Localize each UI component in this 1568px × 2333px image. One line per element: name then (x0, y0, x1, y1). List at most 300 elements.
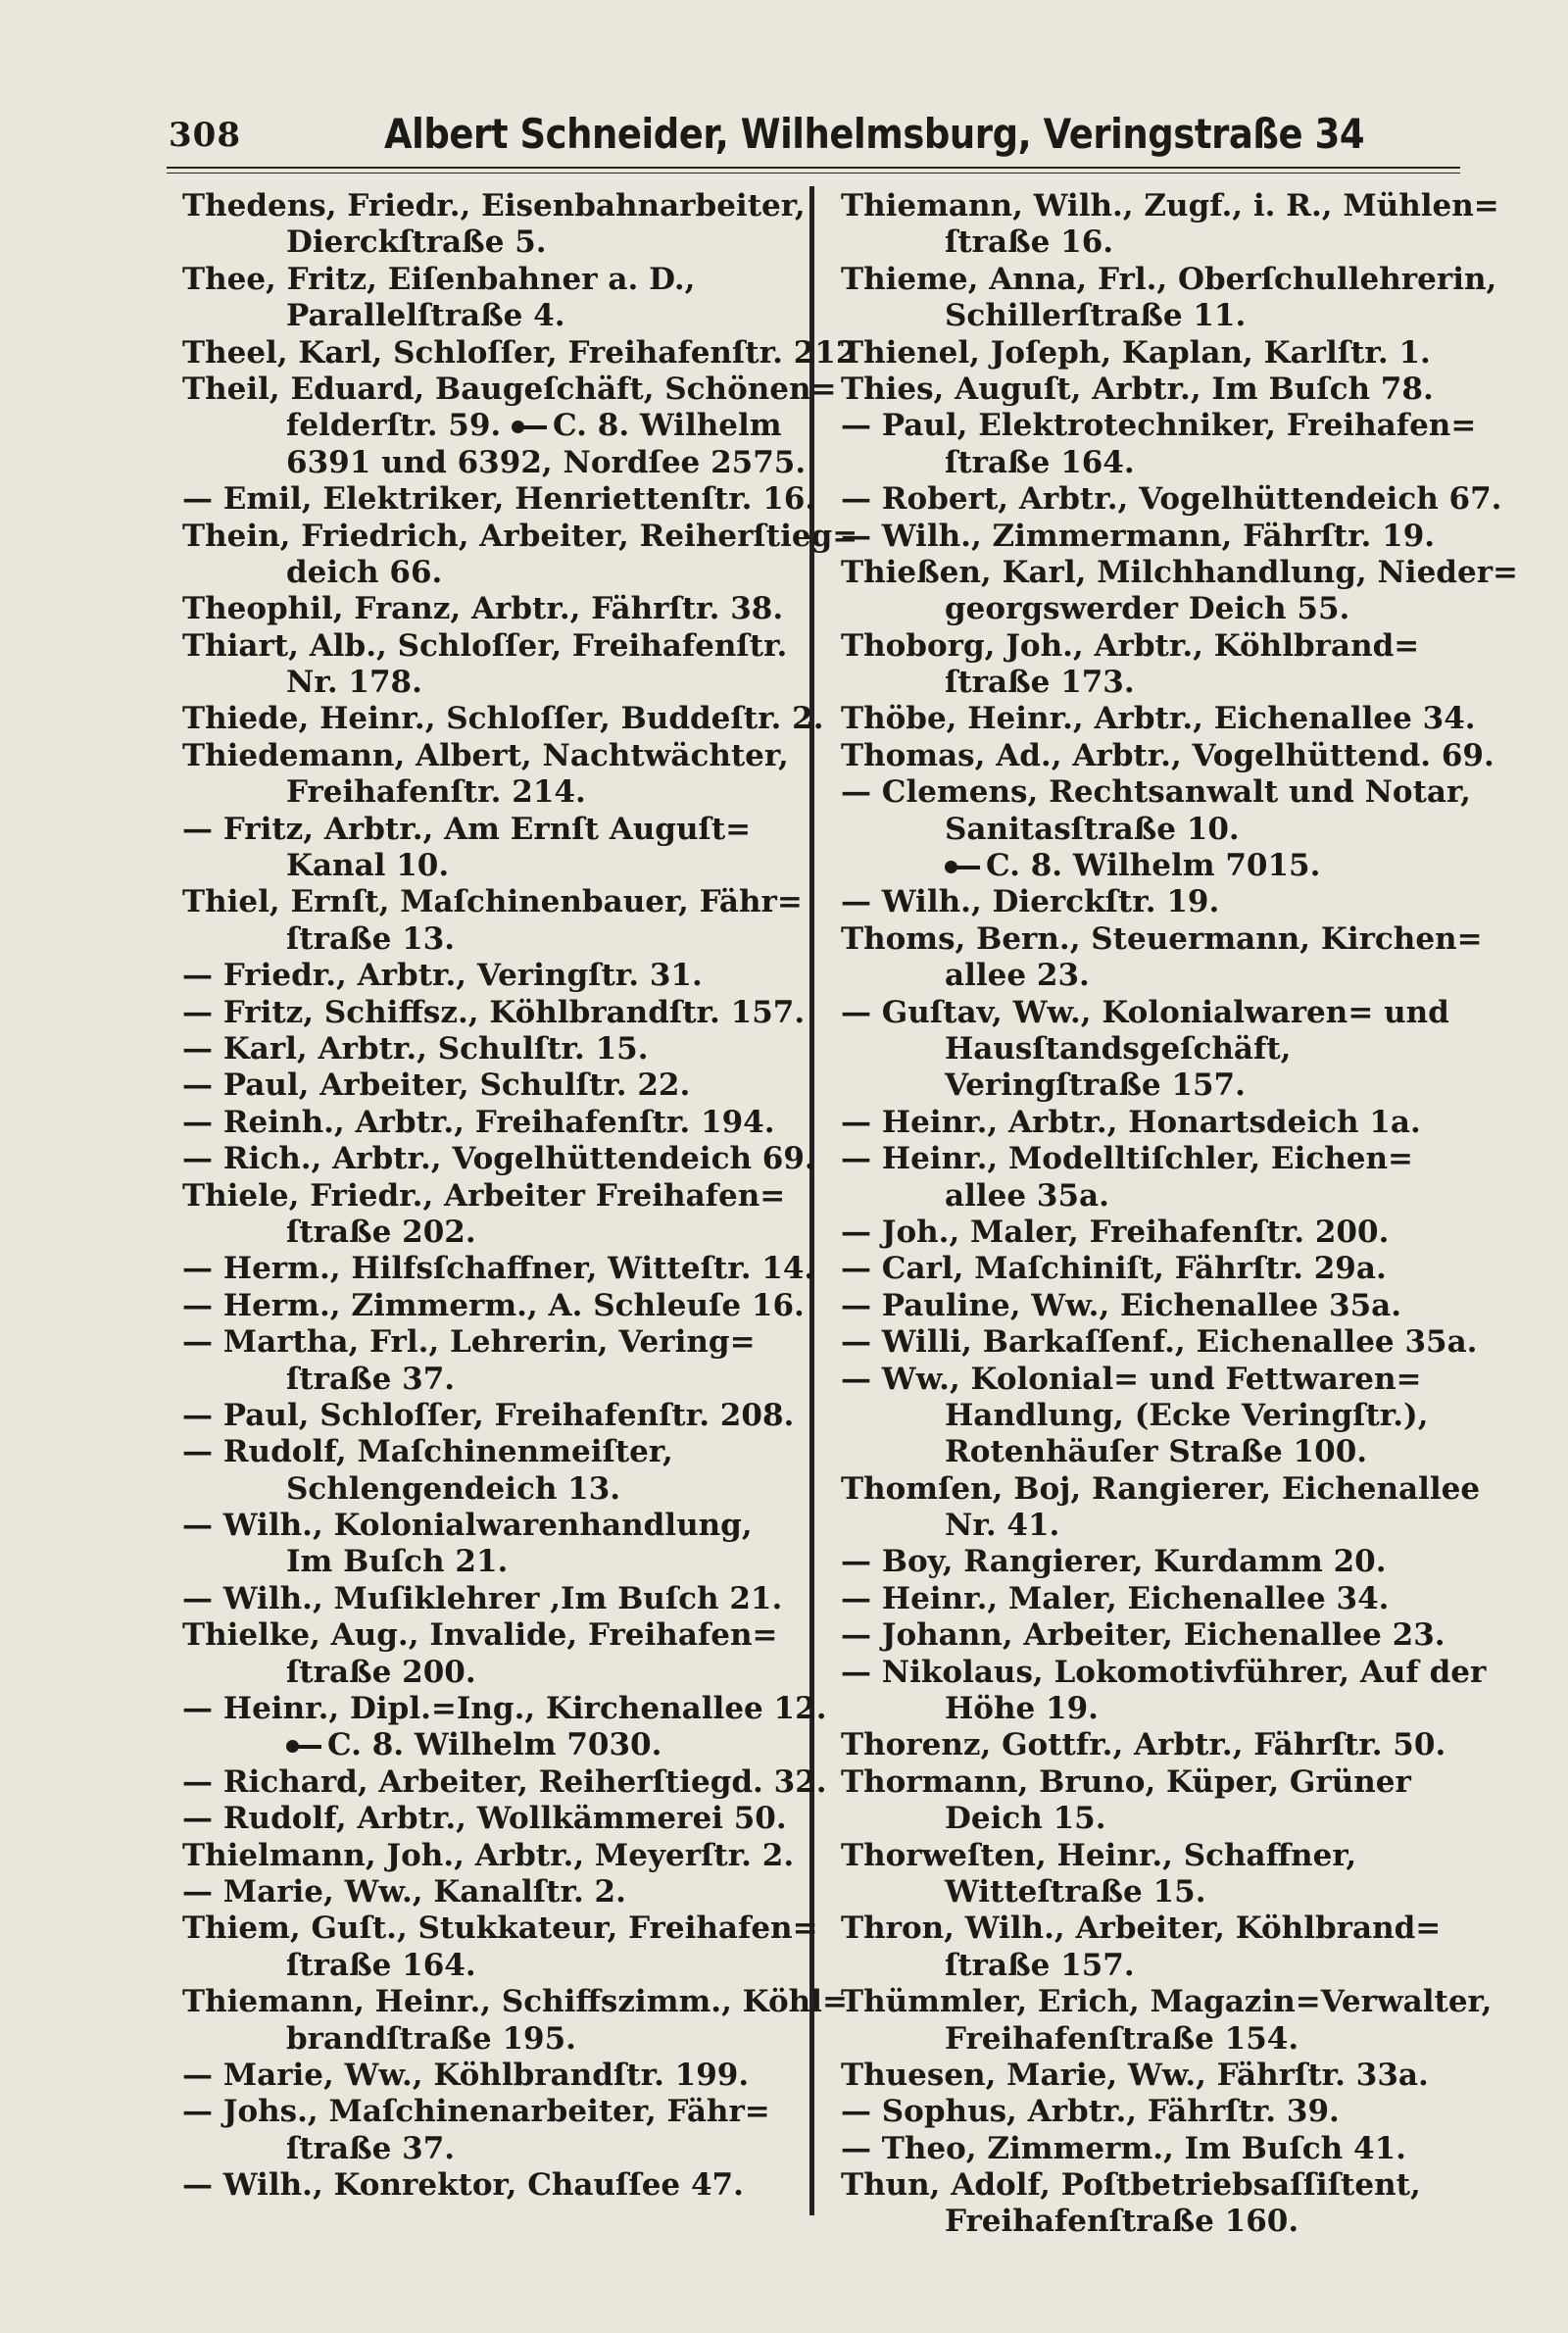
entry-line (841, 1544, 1468, 1580)
entry-text: ſtraße 157. (945, 1947, 1135, 1983)
entry-continuation (841, 298, 1468, 334)
entry-text: Thümmler, Erich, Magazin=Verwalter, (841, 1984, 1493, 2020)
entry-line (841, 372, 1468, 408)
directory-entry (841, 1654, 1487, 1728)
entry-text: Thein, Friedrich, Arbeiter, Reiherſtieg= (182, 518, 858, 554)
directory-entry (182, 1067, 819, 1104)
directory-entry (182, 1031, 819, 1067)
entry-text: Theil, Eduard, Baugeſchäft, Schönen= (182, 371, 837, 407)
right-column (841, 188, 1519, 2241)
directory-entry (841, 554, 1519, 628)
entry-continuation (841, 812, 1468, 848)
entry-text: — Wilh., Muſiklehrer ,Im Buſch 21. (182, 1580, 783, 1616)
entry-text: Thron, Wilh., Arbeiter, Köhlbrand= (841, 1911, 1442, 1947)
entry-continuation (841, 665, 1468, 701)
directory-entry (182, 481, 819, 518)
directory-entry (841, 920, 1483, 995)
entry-line (182, 995, 819, 1031)
entry-text: Sanitasſtraße 10. (945, 811, 1240, 847)
entry-line (841, 554, 1519, 591)
directory-entry (182, 1398, 819, 1434)
entry-line (841, 1251, 1468, 1287)
entry-continuation (182, 2021, 819, 2058)
entry-text: — Ww., Kolonial= und Fettwaren= (841, 1361, 1422, 1397)
directory-entry (182, 1617, 819, 1691)
directory-entry (182, 1911, 819, 1984)
entry-text: Thielmann, Joh., Arbtr., Meyerſtr. 2. (182, 1837, 795, 1873)
entry-continuation (841, 224, 1468, 261)
entry-line (841, 188, 1499, 224)
entry-text: — Fritz, Schiffsz., Köhlbrandſtr. 157. (182, 994, 806, 1030)
directory-entry (182, 738, 819, 812)
entry-text: — Joh., Maler, Freihafenſtr. 200. (841, 1214, 1390, 1250)
entry-line (841, 335, 1468, 372)
entry-text: deich 66. (286, 554, 443, 590)
entry-continuation (182, 224, 819, 261)
entry-text: — Emil, Elektriker, Henriettenſtr. 16. (182, 481, 816, 518)
entry-continuation (841, 958, 1468, 994)
directory-entry (182, 1178, 819, 1252)
entry-line (841, 995, 1468, 1031)
entry-line (182, 1324, 819, 1361)
entry-continuation (841, 1067, 1468, 1104)
entry-text: Thorenz, Gottfr., Arbtr., Fährſtr. 50. (841, 1727, 1446, 1763)
directory-entry (841, 1984, 1493, 2058)
entry-continuation (841, 2204, 1468, 2240)
entry-text: — Heinr., Dipl.=Ing., Kirchenallee 12. (182, 1691, 827, 1727)
entry-text: — Heinr., Maler, Eichenallee 34. (841, 1580, 1390, 1616)
entry-line (182, 1581, 819, 1617)
entry-line (182, 1067, 819, 1104)
directory-entry (182, 1434, 819, 1508)
entry-continuation (182, 2131, 819, 2167)
entry-text: — Boy, Rangierer, Kurdamm 20. (841, 1544, 1387, 1580)
directory-entry (841, 1362, 1468, 1471)
entry-line (841, 1911, 1468, 1947)
entry-text: ſtraße 173. (945, 665, 1135, 701)
telephone-number: C. 8. Wilhelm 7030. (327, 1727, 662, 1763)
entry-text: — Rudolf, Maſchinenmeiſter, (182, 1434, 673, 1470)
entry-text: — Reinh., Arbtr., Freihafenſtr. 194. (182, 1104, 775, 1140)
entry-text: — Rudolf, Arbtr., Wollkämmerei 50. (182, 1801, 787, 1837)
entry-line (841, 2131, 1468, 2167)
page-number: 308 (169, 116, 241, 155)
entry-text: ſtraße 37. (286, 2130, 456, 2166)
entry-text: — Rich., Arbtr., Vogelhüttendeich 69. (182, 1141, 815, 1177)
entry-line (841, 1141, 1468, 1177)
directory-entry (182, 1763, 827, 1801)
entry-text: Thiem, Guſt., Stukkateur, Freihafen= (182, 1911, 818, 1947)
entry-text: Dierckſtraße 5. (286, 224, 547, 261)
directory-entry (182, 701, 824, 737)
entry-line (841, 2058, 1468, 2094)
directory-entry (182, 334, 858, 372)
entry-continuation (841, 1031, 1468, 1067)
directory-entry (841, 2131, 1468, 2167)
entry-text: Thomas, Ad., Arbtr., Vogelhüttend. 69. (841, 737, 1494, 773)
directory-entry (841, 1251, 1468, 1287)
entry-text: Thoborg, Joh., Arbtr., Köhlbrand= (841, 627, 1420, 664)
entry-line (182, 812, 819, 848)
entry-line (182, 1838, 819, 1874)
directory-entry (182, 1251, 819, 1287)
directory-entry (182, 1801, 819, 1837)
entry-text: Thuesen, Marie, Ww., Fährſtr. 33a. (841, 2057, 1429, 2093)
entry-text: Hausſtandsgeſchäft, (945, 1030, 1292, 1067)
directory-entry (841, 774, 1471, 848)
entry-text: Kanal 10. (286, 848, 450, 884)
entry-continuation (182, 1655, 819, 1691)
entry-text: — Johs., Maſchinenarbeiter, Fähr= (182, 2094, 770, 2130)
entry-line (182, 2167, 819, 2204)
directory-entry (841, 372, 1468, 408)
entry-text: — Paul, Schloſſer, Freihafenſtr. 208. (182, 1397, 795, 1433)
entry-line (182, 518, 858, 555)
directory-entry (182, 2058, 819, 2094)
directory-entry (182, 958, 819, 994)
telephone-number: C. 8. Wilhelm (553, 408, 782, 444)
entry-text: Thiede, Heinr., Schloſſer, Buddeſtr. 2. (182, 701, 824, 737)
directory-entry (841, 408, 1477, 481)
entry-text: — Friedr., Arbtr., Veringſtr. 31. (182, 958, 703, 994)
entry-text: — Sophus, Arbtr., Fährſtr. 39. (841, 2094, 1340, 2130)
entry-text: allee 35a. (945, 1177, 1109, 1214)
header-rule-thin (167, 173, 1460, 174)
entry-line (182, 2094, 819, 2130)
entry-line (182, 1691, 827, 1727)
entry-text: ſtraße 164. (945, 444, 1135, 480)
entry-line (182, 2058, 819, 2094)
entry-text: Parallelſtraße 4. (286, 298, 565, 334)
entry-line (841, 408, 1477, 444)
entry-line (841, 884, 1468, 920)
directory-entry (841, 995, 1468, 1105)
telephone-key-icon (512, 421, 547, 434)
entry-continuation (841, 1948, 1468, 1984)
entry-line (182, 701, 824, 737)
entry-line (182, 1141, 819, 1177)
entry-continuation (841, 1434, 1468, 1470)
entry-text: Thielke, Aug., Invalide, Freihafen= (182, 1617, 778, 1654)
entry-line (182, 1398, 819, 1434)
entry-line (841, 1617, 1468, 1654)
entry-line (841, 2094, 1468, 2130)
entry-continuation (841, 1801, 1468, 1837)
entry-line (841, 481, 1502, 518)
entry-text: Thiart, Alb., Schloſſer, Freihafenſtr. (182, 627, 788, 664)
entry-line (841, 920, 1483, 958)
entry-text: — Martha, Frl., Lehrerin, Vering= (182, 1324, 756, 1361)
entry-continuation (182, 555, 819, 591)
entry-line (182, 738, 819, 774)
entry-text: — Guſtav, Ww., Kolonialwaren= und (841, 994, 1449, 1030)
directory-entry (841, 2167, 1468, 2241)
entry-line (841, 774, 1471, 811)
entry-text: Handlung, (Ecke Veringſtr.), (945, 1397, 1429, 1433)
entry-text: — Heinr., Modelltiſchler, Eichen= (841, 1141, 1413, 1177)
entry-text: ſtraße 202. (286, 1214, 476, 1250)
entry-text: Thiedemann, Albert, Nachtwächter, (182, 737, 789, 773)
entry-continuation (841, 1874, 1468, 1911)
entry-text: — Karl, Arbtr., Schulſtr. 15. (182, 1030, 649, 1067)
directory-entry (841, 1911, 1468, 1984)
entry-text: — Pauline, Ww., Eichenallee 35a. (841, 1287, 1402, 1323)
entry-text: Thöbe, Heinr., Arbtr., Eichenallee 34. (841, 701, 1476, 737)
entry-text: Thiele, Friedr., Arbeiter Freihafen= (182, 1177, 786, 1214)
entry-text: Theophil, Franz, Arbtr., Fährſtr. 38. (182, 591, 784, 627)
entry-text: — Paul, Elektrotechniker, Freihafen= (841, 408, 1477, 444)
entry-continuation (182, 445, 819, 481)
entry-line (182, 371, 837, 408)
entry-text: Veringſtraße 157. (945, 1067, 1246, 1104)
entry-text: Im Buſch 21. (286, 1544, 509, 1580)
entry-text: ſtraße 200. (286, 1654, 476, 1690)
entry-line (841, 1764, 1468, 1801)
entry-text: ſtraße 16. (945, 224, 1114, 261)
entry-line (841, 737, 1494, 774)
entry-text: Thoms, Bern., Steuermann, Kirchen= (841, 920, 1483, 957)
entry-text: Deich 15. (945, 1801, 1106, 1837)
entry-text: Nr. 178. (286, 665, 422, 701)
entry-continuation (841, 445, 1468, 481)
entry-continuation (182, 848, 819, 884)
directory-entry (182, 1874, 819, 1911)
directory-entry (182, 1727, 819, 1763)
entry-text: — Nikolaus, Lokomotivführer, Auf der (841, 1654, 1487, 1690)
entry-line (841, 1215, 1468, 1251)
directory-entry (182, 262, 819, 335)
entry-text: — Johann, Arbeiter, Eichenallee 23. (841, 1617, 1446, 1654)
entry-text: — Wilh., Kolonialwarenhandlung, (182, 1508, 753, 1544)
entry-continuation (182, 1471, 819, 1508)
directory-entry (182, 1324, 819, 1398)
entry-text: — Marie, Ww., Kanalſtr. 2. (182, 1873, 626, 1910)
entry-text: Höhe 19. (945, 1691, 1099, 1727)
entry-text: — Heinr., Arbtr., Honartsdeich 1a. (841, 1104, 1421, 1140)
directory-entry (841, 737, 1494, 774)
entry-continuation (841, 1691, 1468, 1727)
entry-text: — Herm., Zimmerm., A. Schleuſe 16. (182, 1287, 805, 1323)
directory-entry (182, 1691, 827, 1727)
entry-text: Thiemann, Wilh., Zugf., i. R., Mühlen= (841, 188, 1499, 223)
entry-text: — Paul, Arbeiter, Schulſtr. 22. (182, 1067, 691, 1104)
directory-entry (182, 995, 819, 1031)
entry-continuation (182, 298, 819, 334)
entry-text: — Willi, Barkaſſenf., Eichenallee 35a. (841, 1324, 1478, 1361)
entry-line (182, 1617, 819, 1654)
entry-line (841, 1984, 1493, 2020)
entry-line (182, 1031, 819, 1067)
entry-line (182, 628, 819, 665)
directory-entry (182, 2167, 819, 2204)
entry-text: Witteſtraße 15. (945, 1873, 1206, 1910)
directory-entry (841, 335, 1468, 372)
entry-line (841, 1838, 1468, 1874)
directory-entry (182, 884, 819, 958)
entry-line (182, 481, 819, 518)
directory-entry (841, 628, 1468, 702)
directory-entry (182, 1581, 819, 1617)
directory-entry (841, 2058, 1468, 2094)
entry-text: 6391 und 6392, Nordſee 2575. (286, 444, 807, 480)
entry-text: Thiemann, Heinr., Schiffszimm., Köhl= (182, 1984, 848, 2020)
entry-continuation (182, 408, 819, 444)
entry-line (841, 2167, 1468, 2204)
entry-line (182, 1984, 848, 2020)
entry-line (841, 1324, 1478, 1361)
entry-continuation (182, 1544, 819, 1580)
directory-entry (182, 1105, 819, 1141)
entry-text: Thomſen, Boj, Rangierer, Eichenallee (841, 1470, 1481, 1507)
entry-line (841, 848, 1468, 884)
entry-line (182, 334, 858, 372)
entry-line (182, 1727, 819, 1763)
directory-entry (841, 1105, 1468, 1141)
entry-text: Rotenhäuſer Straße 100. (945, 1434, 1368, 1470)
directory-entry (182, 1141, 819, 1177)
entry-line (182, 1508, 819, 1544)
entry-line (182, 884, 819, 920)
page-header: Albert Schneider, Wilhelmsburg, Veringstraße 34 (384, 110, 1365, 158)
entry-continuation (182, 1362, 819, 1398)
telephone-key-icon (945, 861, 980, 874)
entry-line (841, 701, 1476, 737)
entry-text: — Clemens, Rechtsanwalt und Notar, (841, 774, 1471, 811)
entry-continuation (182, 921, 819, 958)
entry-text: brandſtraße 195. (286, 2020, 576, 2057)
directory-entry (841, 2094, 1468, 2130)
directory-entry (841, 1288, 1468, 1324)
directory-entry (841, 519, 1468, 555)
directory-entry (841, 1727, 1468, 1763)
entry-continuation (182, 774, 819, 811)
entry-line (182, 1288, 819, 1324)
directory-entry (182, 1838, 819, 1874)
entry-line (182, 262, 819, 298)
entry-text: ſtraße 37. (286, 1361, 456, 1397)
entry-text: Schillerſtraße 11. (945, 298, 1247, 334)
entry-line (182, 1801, 819, 1837)
entry-line (182, 1763, 827, 1801)
entry-continuation (841, 1508, 1468, 1544)
directory-entry (841, 1581, 1468, 1617)
entry-text: ſtraße 13. (286, 920, 456, 957)
directory-entry (841, 1838, 1468, 1911)
directory-entry (182, 591, 819, 627)
directory-entry (182, 371, 837, 481)
entry-text: — Robert, Arbtr., Vogelhüttendeich 67. (841, 481, 1502, 518)
entry-text: Thienel, Joſeph, Kaplan, Karlſtr. 1. (841, 334, 1431, 371)
entry-text: allee 23. (945, 958, 1090, 994)
directory-entry (841, 1215, 1468, 1251)
entry-line (841, 628, 1468, 665)
entry-text: Freihafenſtraße 154. (945, 2020, 1299, 2057)
entry-text: Thee, Fritz, Eiſenbahner a. D., (182, 261, 696, 297)
entry-continuation (841, 1178, 1468, 1215)
directory-entry (841, 701, 1476, 737)
entry-continuation (841, 1398, 1468, 1434)
directory-entry (182, 2094, 819, 2167)
entry-line (841, 1581, 1468, 1617)
entry-continuation (182, 665, 819, 701)
directory-entry (841, 1324, 1478, 1361)
directory-entry (841, 1544, 1468, 1580)
left-column (182, 188, 858, 2204)
directory-entry (182, 1508, 819, 1581)
directory-entry (841, 188, 1499, 262)
entry-text: Freihafenſtraße 160. (945, 2204, 1299, 2240)
entry-text: — Theo, Zimmerm., Im Buſch 41. (841, 2130, 1406, 2166)
directory-entry (182, 628, 819, 702)
entry-text: Thorweſten, Heinr., Schaffner, (841, 1837, 1357, 1873)
entry-text: — Richard, Arbeiter, Reiherſtiegd. 32. (182, 1763, 827, 1800)
entry-line (841, 1470, 1481, 1508)
directory-entry (841, 1617, 1468, 1654)
entry-text: — Carl, Maſchiniſt, Fährſtr. 29a. (841, 1251, 1387, 1287)
directory-entry (841, 481, 1502, 518)
entry-line (182, 1251, 819, 1287)
entry-text: Thiel, Ernſt, Maſchinenbauer, Fähr= (182, 884, 803, 920)
entry-text: Freihafenſtr. 214. (286, 774, 586, 811)
entry-continuation (182, 1948, 819, 1984)
entry-text: Thießen, Karl, Milchhandlung, Nieder= (841, 554, 1519, 590)
directory-entry (182, 1984, 848, 2058)
entry-line (182, 188, 819, 224)
entry-text: — Fritz, Arbtr., Am Ernſt Auguſt= (182, 811, 752, 847)
directory-entry (841, 1764, 1468, 1838)
telephone-key-icon (286, 1740, 321, 1754)
entry-line (182, 1874, 819, 1911)
entry-text: Thieme, Anna, Frl., Oberſchullehrerin, (841, 261, 1497, 297)
header-rule (167, 167, 1460, 169)
entry-text: felderſtr. 59. (286, 408, 513, 444)
entry-line (182, 1434, 819, 1470)
entry-text: Thun, Adolf, Poſtbetriebsaſſiſtent, (841, 2167, 1421, 2204)
telephone-number: C. 8. Wilhelm 7015. (986, 848, 1321, 884)
entry-line (841, 1727, 1468, 1763)
entry-line (841, 519, 1468, 555)
entry-line (182, 1178, 819, 1215)
directory-entry (841, 1470, 1481, 1545)
entry-line (841, 1105, 1468, 1141)
entry-text: Theel, Karl, Schloſſer, Freihafenſtr. 212 (182, 334, 858, 371)
entry-line (841, 1362, 1468, 1398)
entry-line (841, 261, 1497, 298)
directory-entry (841, 848, 1468, 884)
entry-line (841, 1654, 1487, 1691)
entry-line (182, 591, 819, 627)
entry-text: — Wilh., Dierckſtr. 19. (841, 884, 1220, 920)
directory-entry (182, 188, 819, 262)
directory-entry (841, 884, 1468, 920)
entry-line (841, 1288, 1468, 1324)
entry-text: Schlengendeich 13. (286, 1470, 621, 1507)
entry-line (182, 1911, 819, 1947)
entry-text: ſtraße 164. (286, 1947, 476, 1983)
directory-entry (182, 812, 819, 885)
entry-continuation (182, 1215, 819, 1251)
entry-text: — Marie, Ww., Köhlbrandſtr. 199. (182, 2057, 750, 2093)
entry-text: Nr. 41. (945, 1508, 1060, 1544)
entry-text: georgswerder Deich 55. (945, 591, 1350, 627)
entry-text: — Wilh., Zimmermann, Fährſtr. 19. (841, 518, 1436, 554)
entry-text: Thedens, Friedr., Eisenbahnarbeiter, (182, 188, 806, 223)
entry-text: — Herm., Hilfsſchaffner, Witteſtr. 14. (182, 1251, 815, 1287)
entry-continuation (841, 2021, 1468, 2058)
entry-text: — Wilh., Konrektor, Chauſſee 47. (182, 2167, 744, 2204)
directory-entry (182, 1288, 819, 1324)
entry-line (182, 958, 819, 994)
